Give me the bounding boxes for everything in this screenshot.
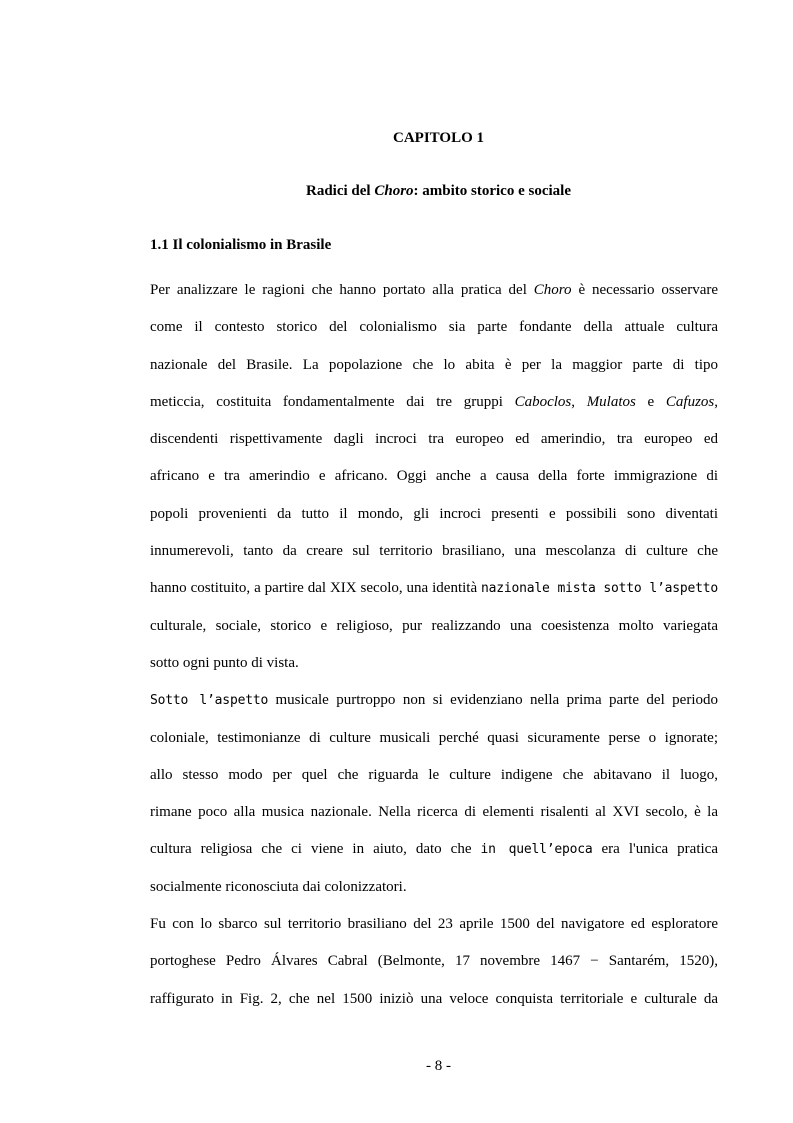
- p2-line-3: allo stesso modo per quel che riguarda le culture indigene che abitavano il luogo,: [150, 766, 718, 783]
- page-number: - 8 -: [426, 1058, 451, 1074]
- text-run: ,: [571, 393, 587, 410]
- p1-line-8: innumerevoli, tanto da creare sul territorio brasiliano, una mescolanza di culture che: [150, 543, 718, 560]
- p1-line-3: nazionale del Brasile. La popolazione che lo abita è per la maggior parte di tipo: [150, 356, 718, 373]
- chapter-title-prefix: Radici del: [306, 183, 375, 199]
- text-run: meticcia, costituita fondamentalmente dai tre gruppi: [150, 393, 515, 410]
- chapter-title-suffix: : ambito storico e sociale: [413, 183, 571, 199]
- p1-line-5: discendenti rispettivamente dagli incroci tra europeo ed amerindio, tra europeo ed: [150, 431, 718, 448]
- text-run: ,: [714, 393, 718, 410]
- chapter-title: [42, 183, 793, 200]
- p1-line-10: culturale, sociale, storico e religioso, pur realizzando una coesistenza molto variegata: [150, 617, 718, 634]
- p1-line-11: sotto ogni punto di vista.: [150, 654, 299, 671]
- alt-font-run: nazionale mista sotto l’aspetto: [481, 581, 718, 597]
- p1-line-7: popoli provenienti da tutto il mondo, gli incroci presenti e possibili sono diventati: [150, 505, 718, 522]
- text-run: era l'unica pratica: [592, 841, 718, 858]
- section-title: 1.1 Il colonialismo in Brasile: [150, 237, 332, 253]
- p2-line-2: coloniale, testimonianze di culture musicali perché quasi sicuramente perse o ignorate;: [150, 729, 718, 746]
- text-run: cultura religiosa che ci viene in aiuto, dato che: [150, 841, 481, 858]
- emphasis-cafuzos: Cafuzos: [665, 393, 715, 410]
- p1-line-6: africano e tra amerindio e africano. Oggi anche a causa della forte immigrazione di: [150, 468, 718, 485]
- p3-line-1: Fu con lo sbarco sul territorio brasiliano del 23 aprile 1500 del navigatore ed esploratore: [150, 916, 718, 933]
- p3-line-3: raffigurato in Fig. 2, che nel 1500 iniziò una veloce conquista territoriale e culturale da: [150, 990, 718, 1007]
- text-run: hanno costituito, a partire dal XIX secolo, una identità: [150, 580, 482, 597]
- p2-line-1: [150, 682, 718, 719]
- text-run: musicale purtroppo non si evidenziano nella prima parte del periodo: [268, 692, 718, 709]
- p2-line-4: rimane poco alla musica nazionale. Nella ricerca di elementi risalenti al XVI secolo, è la: [150, 804, 718, 821]
- p1-line-9: [150, 570, 718, 607]
- text-run: Per analizzare le ragioni che hanno portato alla pratica del: [150, 282, 534, 298]
- alt-font-run: in quell’epoca: [480, 842, 593, 858]
- p2-line-5: [150, 831, 718, 868]
- emphasis-choro: Choro: [533, 282, 572, 298]
- text-run: è necessario osservare: [571, 282, 719, 298]
- p1-line-4: [150, 384, 718, 421]
- p2-line-6: socialmente riconosciuta dai colonizzatori.: [150, 878, 407, 895]
- p1-line-1: [150, 272, 718, 309]
- p3-line-2: portoghese Pedro Álvares Cabral (Belmonte, 17 novembre 1467 − Santarém, 1520),: [150, 953, 718, 970]
- p1-line-2: come il contesto storico del colonialismo sia parte fondante della attuale cultura: [150, 319, 718, 336]
- body-text: [150, 272, 718, 1018]
- text-run: e: [635, 393, 666, 410]
- emphasis-mulatos: Mulatos: [586, 393, 636, 410]
- alt-font-run: Sotto l’aspetto: [150, 693, 269, 709]
- chapter-title-emphasis: Choro: [374, 183, 414, 199]
- emphasis-caboclos: Caboclos: [514, 393, 572, 410]
- chapter-label: CAPITOLO 1: [393, 130, 484, 146]
